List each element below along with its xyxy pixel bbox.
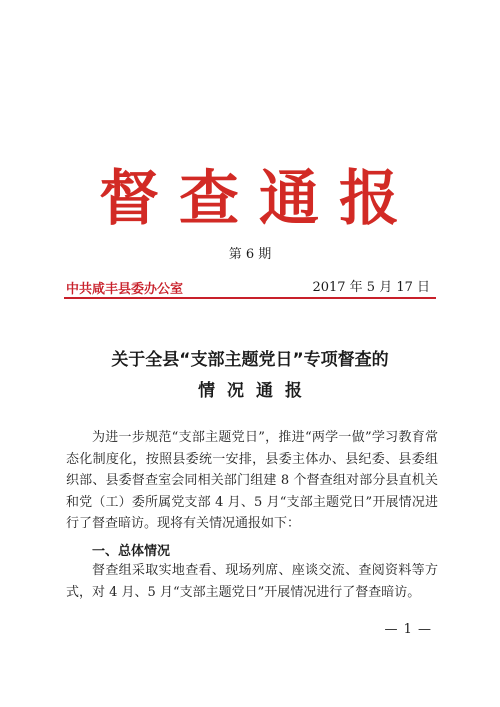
page-number: — 1 — bbox=[384, 622, 432, 637]
issuing-organization: 中共咸丰县委办公室 bbox=[66, 282, 184, 297]
document-title-line-2: 情况通报 bbox=[198, 381, 314, 401]
body-paragraph-1: 为进一步规范“支部主题党日”，推进“两学一做”学习教育常态化制度化，按照县委统一安排，县委主体办、县纪委、县委组织部、县委督查室会同相关部门组建 8 个督查组对部分县直机关和党（工）委所属党支部 4 月、5 月“支部主题党日”开展情况进行了督查暗访。现将有关情况通报如下： bbox=[66, 430, 438, 531]
document-title-line-1: 关于全县“支部主题党日”专项督查的 bbox=[111, 350, 389, 370]
issue-number: 第 6 期 bbox=[228, 247, 272, 262]
masthead-title: 督查通报 bbox=[99, 164, 419, 234]
issue-date: 2017 年 5 月 17 日 bbox=[312, 280, 430, 295]
header-divider bbox=[64, 297, 436, 299]
section-heading-1: 一、总体情况 bbox=[92, 544, 171, 559]
body-paragraph-2: 督查组采取实地查看、现场列席、座谈交流、查阅资料等方式，对 4 月、5 月“支部主题党日”开展情况进行了督查暗访。 bbox=[66, 563, 438, 600]
